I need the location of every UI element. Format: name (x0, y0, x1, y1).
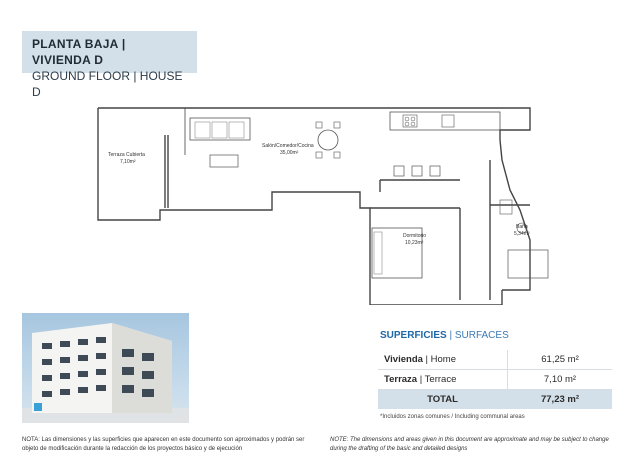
total-label: TOTAL (378, 390, 508, 410)
outer-wall-top (98, 108, 530, 140)
title-spanish: PLANTA BAJA | VIVIENDA D (32, 37, 126, 67)
row-label-es: Vivienda (384, 354, 423, 365)
communal-areas-note: *Incluidos zonas comunes / Including communal areas (380, 414, 525, 420)
surfaces-heading-es: SUPERFICIES (380, 330, 447, 341)
title-english: GROUND FLOOR | HOUSE D (32, 69, 183, 99)
outer-wall-lower (98, 108, 502, 305)
room-area-bathroom: 5,34m² (514, 231, 530, 237)
footer-note-spanish: NOTA: Las dimensiones y las superficies que aparecen en este documento son aproximados y podrán ser objeto de modificación durante la redacción de los proyectos básico y de ejecución (22, 437, 305, 452)
row-label: Terraza | Terrace (378, 370, 508, 390)
table-row (378, 350, 612, 370)
room-name-living: Salón/Comedor/Cocina (262, 143, 314, 149)
room-name-terrace: Terraza Cubierta (108, 152, 145, 158)
building-render (22, 313, 189, 423)
row-label-en: Home (430, 354, 456, 365)
room-area-living: 35,00m² (280, 150, 299, 156)
total-row (378, 390, 612, 410)
floor-plan (90, 100, 560, 305)
title-box (22, 31, 197, 99)
table-row (378, 370, 612, 390)
room-area-bedroom: 10,23m² (405, 240, 424, 246)
footer-note-english: NOTE: The dimensions and areas given in this document are approximate and may be subject to change during the drafting of the basic and detailed designs (330, 437, 609, 452)
building-illustration (22, 313, 189, 423)
row-label: Vivienda | Home (378, 350, 508, 370)
room-name-bedroom: Dormitorio (403, 233, 427, 239)
row-label-en: Terrace (424, 374, 457, 385)
surfaces-heading-en: SURFACES (454, 330, 509, 341)
outer-wall-right (500, 140, 530, 290)
row-value: 7,10 m² (508, 370, 613, 390)
floor-plan-drawing (90, 100, 560, 305)
room-name-bathroom: Baño (516, 224, 528, 230)
surfaces-table (378, 350, 612, 409)
surfaces-heading-separator: | (446, 330, 455, 341)
total-value: 77,23 m² (508, 390, 613, 410)
surfaces-heading (380, 330, 509, 341)
row-label-es: Terraza (384, 374, 418, 385)
row-value: 61,25 m² (508, 350, 613, 370)
room-area-terrace: 7,10m² (120, 159, 136, 165)
